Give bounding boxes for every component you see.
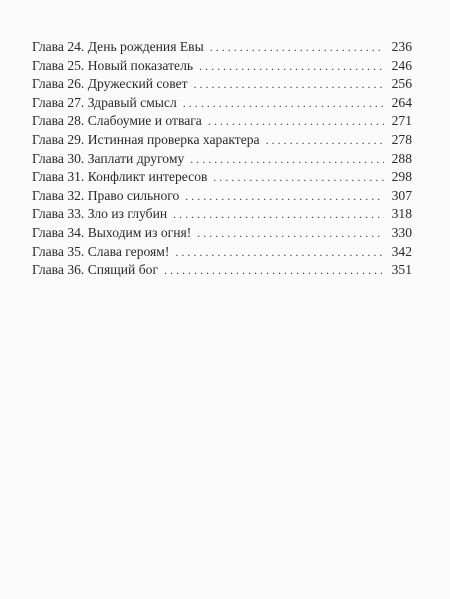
dot-leader <box>173 205 384 224</box>
toc-entry-title: Глава 35. Слава героям! <box>32 243 170 259</box>
dot-leader <box>266 131 384 150</box>
dot-leader <box>185 187 384 206</box>
toc-entry-29 <box>32 131 412 150</box>
toc-entry-page: 351 <box>391 262 412 278</box>
toc-entry-25 <box>32 57 412 76</box>
toc-entry-title: Глава 26. Дружеский совет <box>32 76 188 92</box>
toc-entry-title: Глава 24. День рождения Евы <box>32 39 204 54</box>
toc-entry-32 <box>32 187 412 206</box>
toc-entry-title: Глава 25. Новый показатель <box>32 57 194 73</box>
toc-entry-page: 271 <box>391 113 412 129</box>
dot-leader <box>164 261 384 280</box>
dot-leader <box>183 94 384 113</box>
toc-entry-page: 307 <box>391 187 412 203</box>
toc-entry-page: 298 <box>391 169 412 185</box>
toc-entry-title: Глава 34. Выходим из огня! <box>32 224 192 240</box>
toc-entry-title: Глава 29. Истинная проверка характера <box>32 131 260 147</box>
toc-entry-title: Глава 36. Спящий бог <box>32 262 159 278</box>
dot-leader <box>210 38 384 57</box>
toc-entry-27 <box>32 94 412 113</box>
toc-entry-24 <box>32 38 412 57</box>
toc-entry-page: 278 <box>391 131 412 147</box>
dot-leader <box>213 168 384 187</box>
toc-entry-28 <box>32 112 412 131</box>
toc-entry-title: Глава 28. Слабоумие и отвага <box>32 113 202 129</box>
toc-entry-page: 342 <box>391 243 412 259</box>
dot-leader <box>175 243 384 262</box>
dot-leader <box>199 57 384 76</box>
toc-entry-31 <box>32 168 412 187</box>
toc-entry-page: 288 <box>391 150 412 166</box>
toc-entry-33 <box>32 205 412 224</box>
toc-entry-title: Глава 32. Право сильного <box>32 187 180 203</box>
dot-leader <box>197 224 384 243</box>
toc-entry-title: Глава 27. Здравый смысл <box>32 94 177 110</box>
toc-entry-36 <box>32 261 412 280</box>
toc-entry-34 <box>32 224 412 243</box>
toc-entry-page: 236 <box>391 39 412 54</box>
dot-leader <box>208 112 384 131</box>
toc-entry-title: Глава 31. Конфликт интересов <box>32 169 208 185</box>
toc-entry-page: 264 <box>391 94 412 110</box>
toc-entry-title: Глава 30. Заплати другому <box>32 150 185 166</box>
toc-entry-35 <box>32 243 412 262</box>
table-of-contents <box>32 38 412 280</box>
toc-entry-title: Глава 33. Зло из глубин <box>32 206 168 222</box>
toc-entry-page: 318 <box>391 206 412 222</box>
toc-entry-page: 330 <box>391 224 412 240</box>
toc-entry-30 <box>32 150 412 169</box>
dot-leader <box>194 75 384 94</box>
toc-entry-page: 256 <box>391 76 412 92</box>
toc-entry-26 <box>32 75 412 94</box>
dot-leader <box>190 150 384 169</box>
toc-entry-page: 246 <box>391 57 412 73</box>
